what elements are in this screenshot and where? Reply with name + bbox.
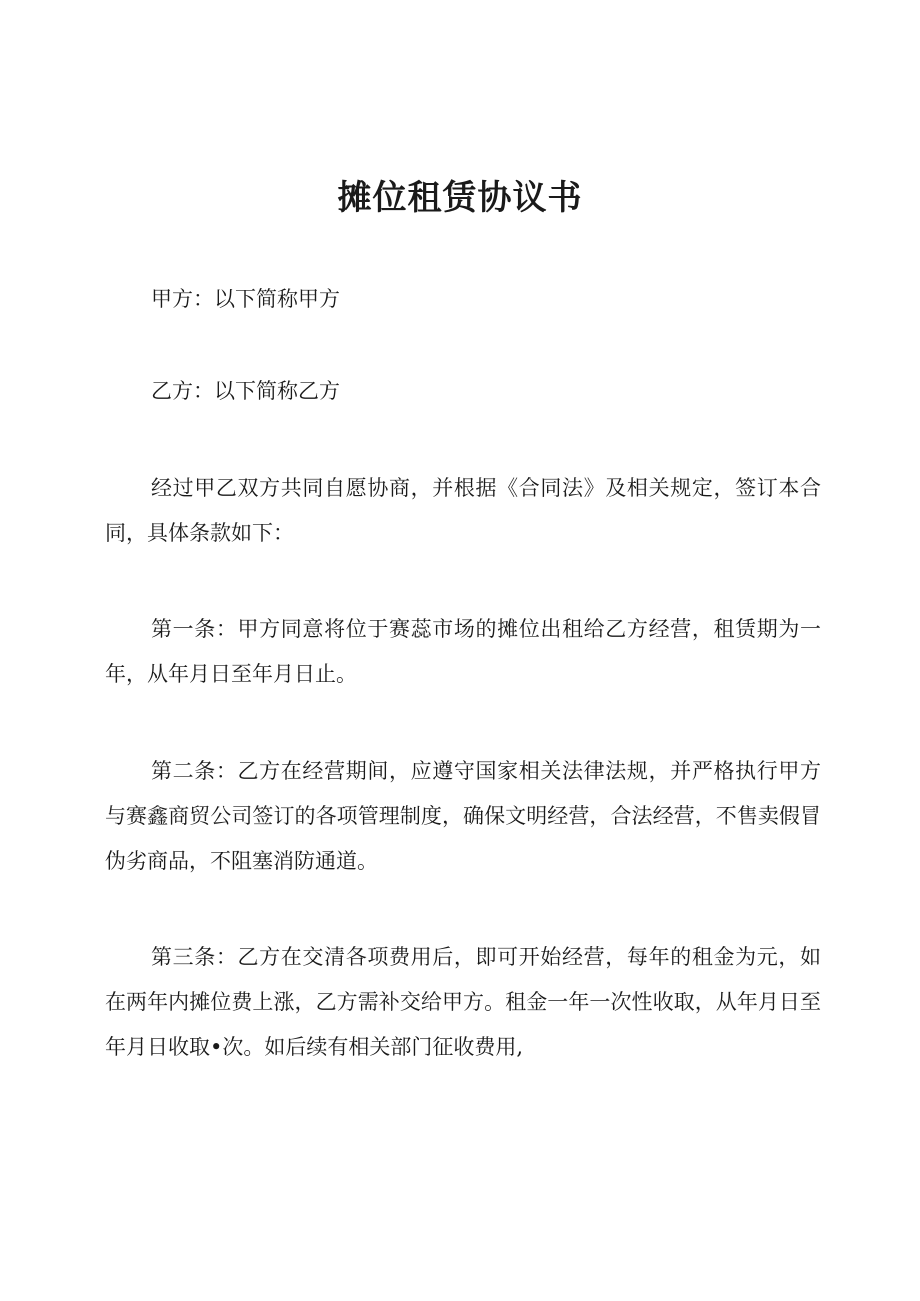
article-3-paragraph: 第三条：乙方在交清各项费用后，即可开始经营，每年的租金为元，如在两年内摊位费上涨，乙方需补交给甲方。租金一年一次性收取，从年月日至年月日收取•次。如后续有相关部门征收费用, — [105, 945, 821, 1059]
document-title: 摊位租赁协议书 — [337, 178, 583, 218]
party-a-line: 甲方：以下简称甲方 — [151, 287, 340, 311]
article-2-paragraph: 第二条：乙方在经营期间，应遵守国家相关法律法规，并严格执行甲方与赛鑫商贸公司签订的各项管理制度，确保文明经营，合法经营，不售卖假冒伪劣商品，不阻塞消防通道。 — [105, 759, 821, 873]
preamble-paragraph: 经过甲乙双方共同自愿协商，并根据《合同法》及相关规定，签订本合同，具体条款如下： — [105, 476, 821, 545]
party-b-line: 乙方：以下简称乙方 — [151, 379, 340, 403]
article-1-paragraph: 第一条：甲方同意将位于赛蕊市场的摊位出租给乙方经营，租赁期为一年，从年月日至年月日止。 — [105, 617, 821, 686]
